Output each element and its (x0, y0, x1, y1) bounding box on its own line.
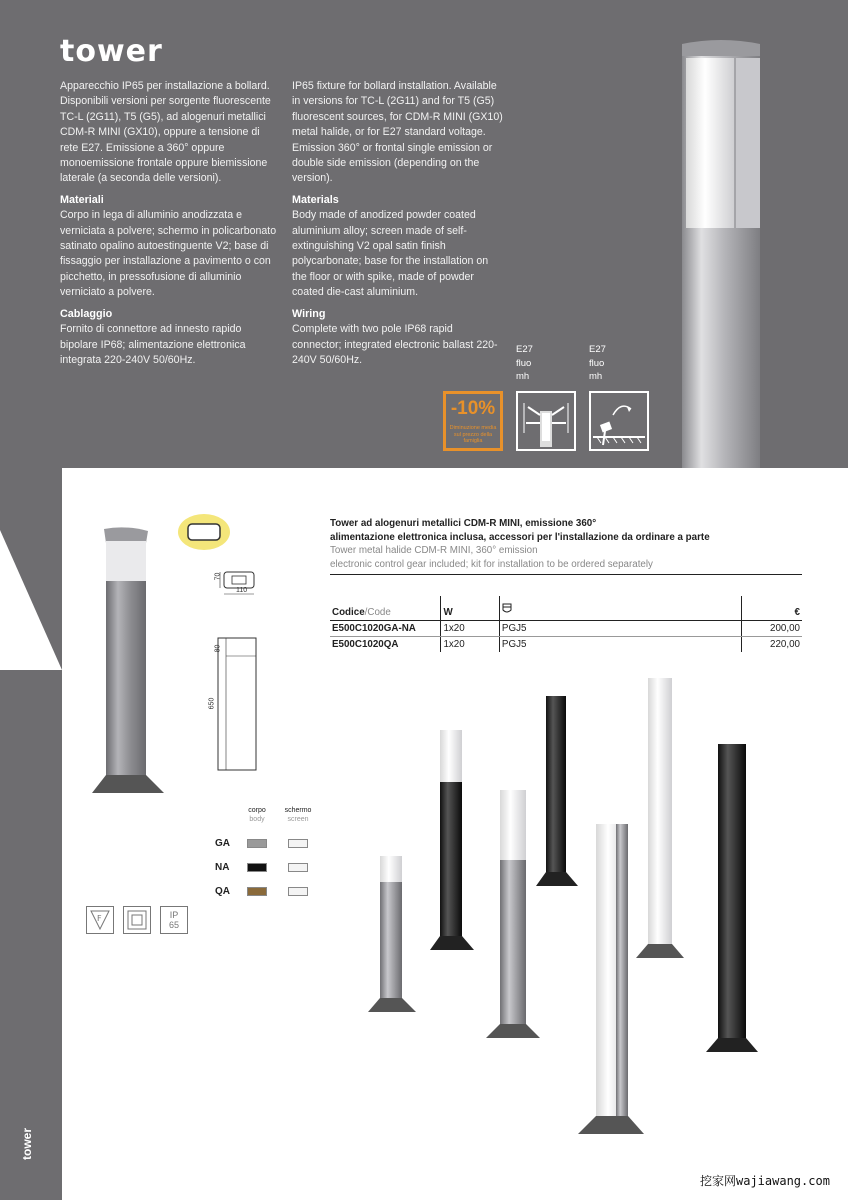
page-number: 222 (8, 618, 29, 632)
watermark: 挖家网wajiawang.com (700, 1174, 830, 1188)
body-swatch (247, 887, 267, 896)
top-view-icon (176, 512, 232, 552)
table-row: E500C1020GA-NA 1x20 PGJ5 200,00 (330, 620, 802, 636)
body-swatch (247, 839, 267, 848)
f-mark-icon (86, 906, 114, 934)
finish-code: GA (215, 838, 230, 849)
materials-text-it: Corpo in lega di alluminio anodizzata e verniciata a polvere; schermo in policarbonato satinato opalino autoestinguente V2; base di fissaggio per installazione a pavimento o con picchetto, in pressofusione di alluminio verniciato a polvere. (60, 209, 277, 299)
emission-icon (516, 391, 576, 451)
table-row: E500C1020QA 1x20 PGJ5 220,00 (330, 636, 802, 652)
col-code: Codice/Code (332, 606, 391, 618)
product-heading (330, 517, 802, 571)
dim-head: 80 (214, 644, 222, 653)
materials-text-en: Body made of anodized powder coated aluminium alloy; screen made of self-extinguishing V2 opal satin finish polycarbonate; base for the installation on the floor or with spike, made of powder coated die-cast aluminium. (292, 209, 489, 299)
discount-badge (443, 391, 503, 451)
ip65-icon: IP 65 (160, 906, 188, 934)
table-header (330, 596, 802, 620)
description-italian (60, 79, 280, 374)
col-watt: W (441, 596, 499, 620)
page-tab (0, 530, 62, 670)
class-ii-icon (123, 906, 151, 934)
discount-note: Diminuzione media sul prezzo della famiglia (449, 425, 497, 444)
dim-width: 70 (214, 572, 222, 581)
dimension-drawing (212, 566, 264, 778)
hero-lamp-image (676, 40, 766, 468)
product-table (330, 596, 802, 652)
body-swatch (247, 863, 267, 872)
screen-swatch (288, 887, 308, 896)
finish-code: QA (215, 886, 230, 897)
product-family-image (360, 672, 800, 1162)
screen-swatch (288, 863, 308, 872)
product-image (86, 525, 176, 800)
lamp-types-label: E27 fluo mh (516, 344, 533, 382)
intro-text-it: Apparecchio IP65 per installazione a bollard. Disponibili versioni per sorgente fluorescente TC-L (2G11), T5 (G5), ad alogenuri metallici CDM-R MINI (GX10), oppure a tensione di rete E27. Emissione a 360° oppure monoemissione frontale oppure biemissione laterale (a seconda delle versioni). (60, 80, 271, 185)
wiring-text-it: Fornito di connettore ad innesto rapido bipolare IP68; alimentazione elettronica integrata 220-240V 50/60Hz. (60, 323, 246, 366)
dim-height: 650 (208, 697, 216, 710)
finish-code: NA (215, 862, 230, 873)
description-english (292, 79, 504, 374)
product-title-it: Tower ad alogenuri metallici CDM-R MINI, emissione 360° (330, 518, 597, 529)
materials-heading-en: Materials (292, 193, 339, 206)
screen-header: schermo screen (284, 807, 312, 823)
intro-text-en: IP65 fixture for bollard installation. Available in versions for TC-L (2G11) and for T5 (G5) fluorescent sources, for CDM-R MINI (GX10) metal halide, or for E27 standard voltage. Emission 360° or frontal single emission or double side emission (depending on the version). (292, 80, 503, 185)
discount-percent: -10% (450, 398, 496, 419)
col-price: € (741, 596, 802, 620)
product-title-en: Tower metal halide CDM-R MINI, 360° emission (330, 545, 538, 556)
page-title: tower (60, 34, 163, 69)
product-sub-en: electronic control gear included; kit for installation to be ordered separately (330, 558, 653, 570)
spike-installation-icon (589, 391, 649, 451)
screen-swatch (288, 839, 308, 848)
header-band (0, 0, 848, 468)
svg-text:F: F (97, 914, 102, 923)
divider (330, 574, 802, 575)
section-name-vertical: tower (20, 1127, 34, 1160)
wiring-heading-en: Wiring (292, 307, 326, 320)
wiring-text-en: Complete with two pole IP68 rapid connector; integrated electronic ballast 220-240V 50/60Hz. (292, 323, 498, 366)
materials-heading-it: Materiali (60, 193, 104, 206)
product-sub-it: alimentazione elettronica inclusa, accessori per l'installazione da ordinare a parte (330, 531, 710, 543)
body-header: corpo body (248, 807, 266, 823)
lamp-types-label: E27 fluo mh (589, 344, 606, 382)
lamp-icon (502, 603, 512, 615)
wiring-heading-it: Cablaggio (60, 307, 113, 320)
dim-length: 110 (236, 587, 248, 594)
col-lamp (499, 596, 741, 620)
